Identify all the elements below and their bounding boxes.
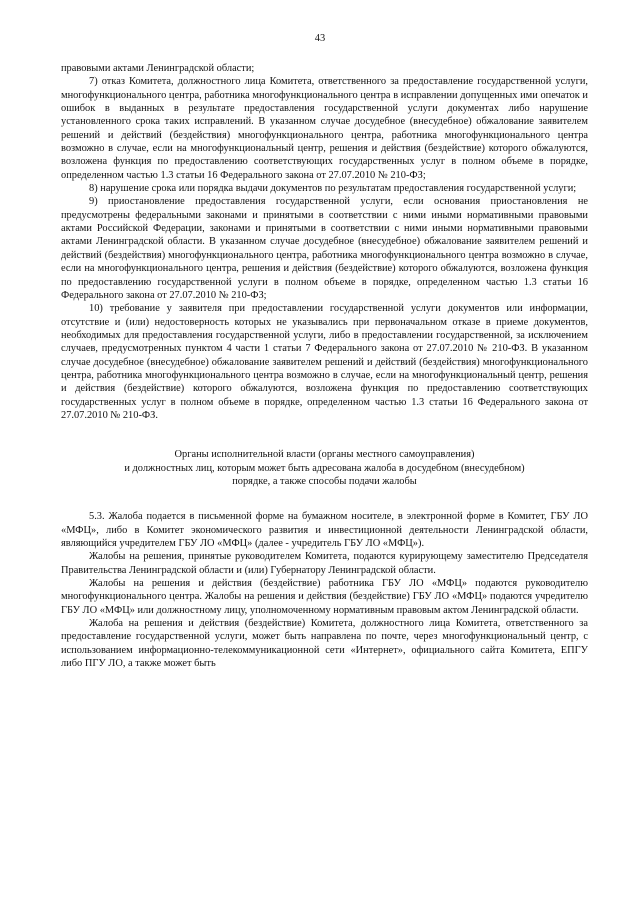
section-heading-line-2: и должностных лиц, которым может быть адресована жалоба в досудебном (внесудебном) <box>124 462 525 474</box>
paragraph-item-8: 8) нарушение срока или порядка выдачи документов по результатам предоставления государственной услуги; <box>89 183 577 195</box>
document-body <box>61 62 588 670</box>
paragraph-complaints-head: Жалобы на решения, принятые руководителем Комитета, подаются курирующему заместителю Председателя Правительства Ленинградской области и (или) Губернатору Ленинградской области. <box>61 551 588 576</box>
section-heading <box>61 448 588 488</box>
paragraph-item-10: 10) требование у заявителя при предоставлении государственной услуги документов или информации, отсутствие и (или) недостоверность которых не указывались при первоначальном отказе в приеме документов, необходимых для предоставления государственной услуги, либо в предоставлении государственной, за исключением случаев, предусмотренных пунктом 4 части 1 статьи 7 Федерального закона от 27.07.2010 № 210-ФЗ. В указанном случае досудебное (внесудебное) обжалование заявителем решений и действий (бездействия) многофункционального центра, работника многофункционального центра возможно в случае, если на многофункциональный центр, решения и действия (бездействие) которого обжалуются, возложена функция по предоставлению соответствующих государственных услуг в полном объеме в порядке, определенном частью 1.3 статьи 16 Федерального закона от 27.07.2010 № 210-ФЗ. <box>61 303 588 421</box>
page-number: 43 <box>314 33 326 44</box>
section-heading-line-3: порядке, а также способы подачи жалобы <box>232 475 417 487</box>
paragraph-item-7: 7) отказ Комитета, должностного лица Комитета, ответственного за предоставление государственной услуги, многофункционального центра, работника многофункционального центра в исправлении допущенных ими опечаток и ошибок в выданных в результате предоставления государственной услуги документах либо нарушение установленного срока таких исправлений. В указанном случае досудебное (внесудебное) обжалование заявителем решений и действий (бездействия) многофункционального центра, работника многофункционального центра возможно в случае, если на многофункциональный центр, решения и действия (бездействие) которого обжалуются, возложена функция по предоставлению соответствующих государственных услуг в полном объеме в порядке, определенном частью 1.3 статьи 16 Федерального закона от 27.07.2010 № 210-ФЗ; <box>61 76 588 181</box>
paragraph-item-9: 9) приостановление предоставления государственной услуги, если основания приостановления не предусмотрены федеральными законами и принятыми в соответствии с ними иными нормативными правовыми актами Российской Федерации, законами и принятыми в соответствии с ними иными нормативными правовыми актами Ленинградской области. В указанном случае досудебное (внесудебное) обжалование заявителем решений и действий (бездействия) многофункционального центра, работника многофункционального центра возможно в случае, если на многофункционального центра, решения и действия (бездействие) которого обжалуются, возложена функция по предоставлению государственной услуги в полном объеме в порядке, определенном частью 1.3 статьи 16 Федерального закона от 27.07.2010 № 210-ФЗ; <box>61 196 588 301</box>
paragraph-complaints-mfc: Жалобы на решения и действия (бездействие) работника ГБУ ЛО «МФЦ» подаются руководителю многофункционального центра. Жалобы на решения и действия (бездействие) ГБУ ЛО «МФЦ» подаются учредителю ГБУ ЛО «МФЦ» или должностному лицу, уполномоченному нормативным правовым актом Ленинградской области. <box>61 578 588 616</box>
paragraph-complaint-channels: Жалоба на решения и действия (бездействие) Комитета, должностного лица Комитета, ответственного за предоставление государственной услуги, может быть направлена по почте, через многофункциональный центр, с использованием информационно-телекоммуникационной сети «Интернет», официального сайта Комитета, ЕПГУ либо ПГУ ЛО, а также может быть <box>61 618 588 670</box>
paragraph-continuation: правовыми актами Ленинградской области; <box>61 63 255 74</box>
section-heading-line-1: Органы исполнительной власти (органы местного самоуправления) <box>174 449 475 461</box>
paragraph-5-3: 5.3. Жалоба подается в письменной форме на бумажном носителе, в электронной форме в Комитет, ГБУ ЛО «МФЦ», либо в Комитет экономического развития и инвестиционной деятельности Ленинградской области, являющийся учредителем ГБУ ЛО «МФЦ» (далее - учредитель ГБУ ЛО «МФЦ»). <box>61 511 588 549</box>
